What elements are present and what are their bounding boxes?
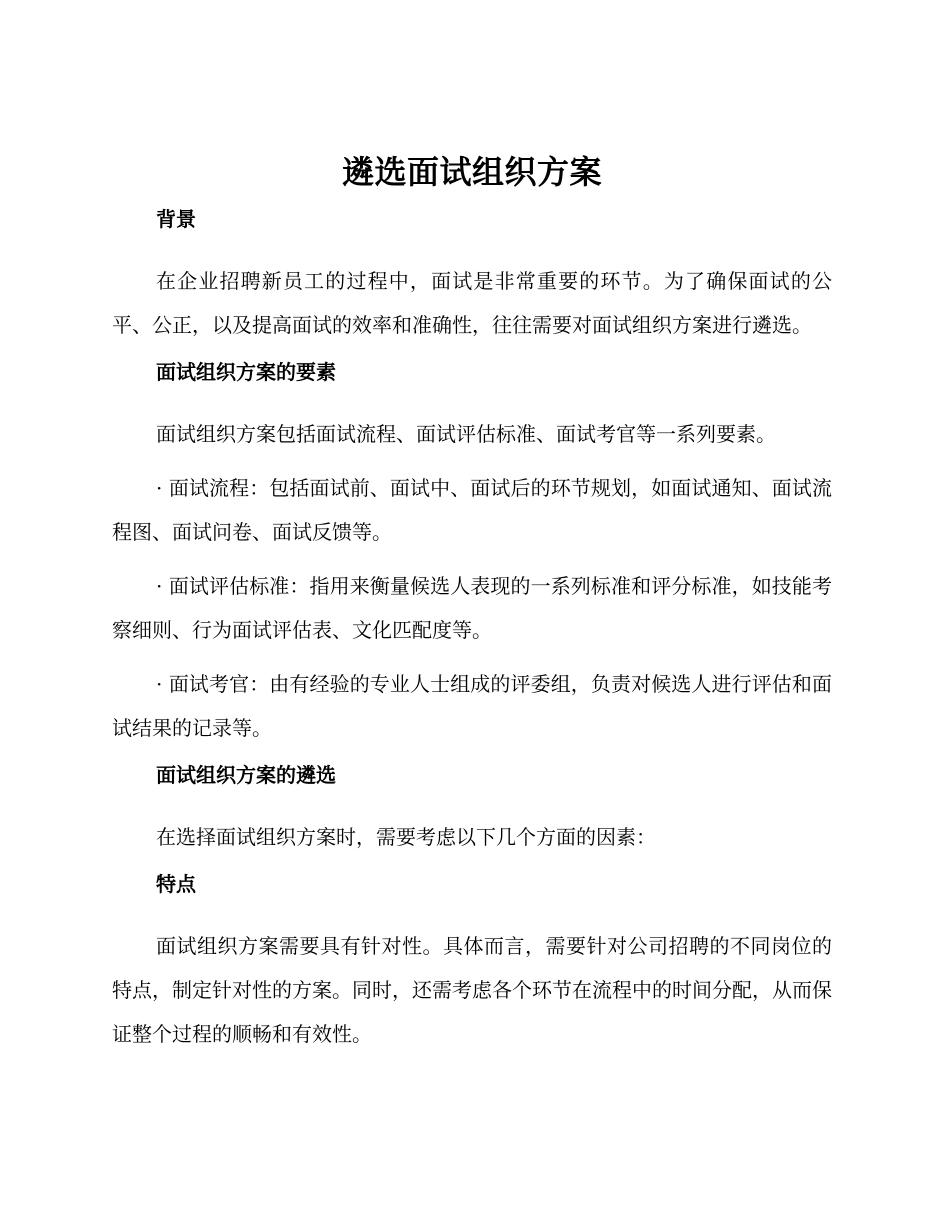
section-heading: 面试组织方案的要素 xyxy=(156,360,336,384)
section-heading: 特点 xyxy=(156,872,196,896)
section-elements xyxy=(112,357,832,750)
section-features xyxy=(112,869,832,1056)
bullet-paragraph: · 面试流程：包括面试前、面试中、面试后的环节规划，如面试通知、面试流程图、面试问卷、面试反馈等。 xyxy=(112,476,832,544)
paragraph: 面试组织方案包括面试流程、面试评估标准、面试考官等一系列要素。 xyxy=(156,422,776,446)
paragraph: 在企业招聘新员工的过程中，面试是非常重要的环节。为了确保面试的公平、公正，以及提高面试的效率和准确性，往往需要对面试组织方案进行遴选。 xyxy=(112,269,832,337)
section-background xyxy=(112,204,832,347)
document-title: 遴选面试组织方案 xyxy=(341,153,602,191)
bullet-paragraph: · 面试考官：由有经验的专业人士组成的评委组，负责对候选人进行评估和面试结果的记录等。 xyxy=(112,672,832,740)
section-heading: 面试组织方案的遴选 xyxy=(156,763,336,787)
document-page xyxy=(112,150,832,1066)
paragraph: 在选择面试组织方案时，需要考虑以下几个方面的因素： xyxy=(156,825,656,849)
section-selection xyxy=(112,760,832,859)
bullet-paragraph: · 面试评估标准：指用来衡量候选人表现的一系列标准和评分标准，如技能考察细则、行为面试评估表、文化匹配度等。 xyxy=(112,574,832,642)
paragraph: 面试组织方案需要具有针对性。具体而言，需要针对公司招聘的不同岗位的特点，制定针对性的方案。同时，还需考虑各个环节在流程中的时间分配，从而保证整个过程的顺畅和有效性。 xyxy=(112,934,832,1046)
section-heading: 背景 xyxy=(156,207,196,231)
